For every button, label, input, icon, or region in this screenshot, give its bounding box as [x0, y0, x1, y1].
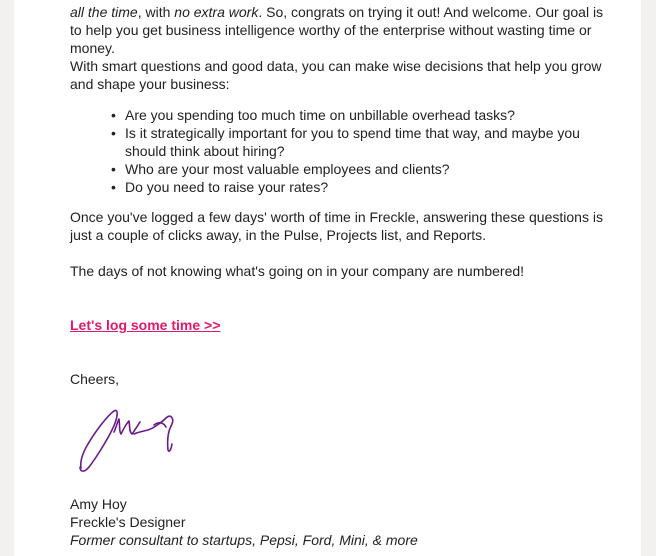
list-item-text: Who are your most valuable employees and clients? — [125, 161, 450, 177]
list-item-text: Do you need to raise your rates? — [125, 179, 329, 195]
intro-emphasis-all-the-time: all the time — [70, 4, 138, 20]
sender-title: Freckle's Designer — [70, 514, 186, 530]
smart-data-paragraph: With smart questions and good data, you can make wise decisions that help you grow and shape your business: — [70, 58, 602, 92]
question-list — [70, 106, 610, 196]
intro-text-1: , with — [137, 4, 175, 20]
list-item — [111, 106, 610, 124]
intro-text-2: . So, congrats on trying it out! And welcome. Our goal is to help you get business intelligence worthy of the enterprise without wasting time or money. — [70, 4, 604, 56]
bullet-icon: • — [111, 107, 116, 123]
intro-emphasis-no-extra-work: no extra work — [174, 4, 259, 20]
bullet-icon: • — [111, 161, 116, 177]
bullet-icon: • — [111, 125, 116, 141]
list-item-text: Are you spending too much time on unbillable overhead tasks? — [125, 107, 515, 123]
signature-icon — [74, 404, 184, 476]
email-body — [14, 0, 641, 556]
signoff: Cheers, — [70, 371, 120, 387]
once-logged-paragraph: Once you've logged a few days' worth of time in Freckle, answering these questions is just a couple of clicks away, in the Pulse, Projects list, and Reports. — [70, 209, 603, 243]
days-numbered-paragraph: The days of not knowing what's going on in your company are numbered! — [70, 263, 525, 279]
list-item — [111, 178, 610, 196]
bullet-icon: • — [111, 179, 116, 195]
sender-name: Amy Hoy — [70, 496, 127, 512]
list-item — [111, 160, 610, 178]
log-time-link[interactable]: Let's log some time >> — [70, 317, 221, 333]
sender-tagline: Former consultant to startups, Pepsi, Ford, Mini, & more — [70, 532, 418, 548]
intro-paragraph — [70, 3, 610, 57]
list-item — [111, 124, 610, 160]
list-item-text: Is it strategically important for you to spend time that way, and maybe you should think about hiring? — [125, 125, 580, 159]
